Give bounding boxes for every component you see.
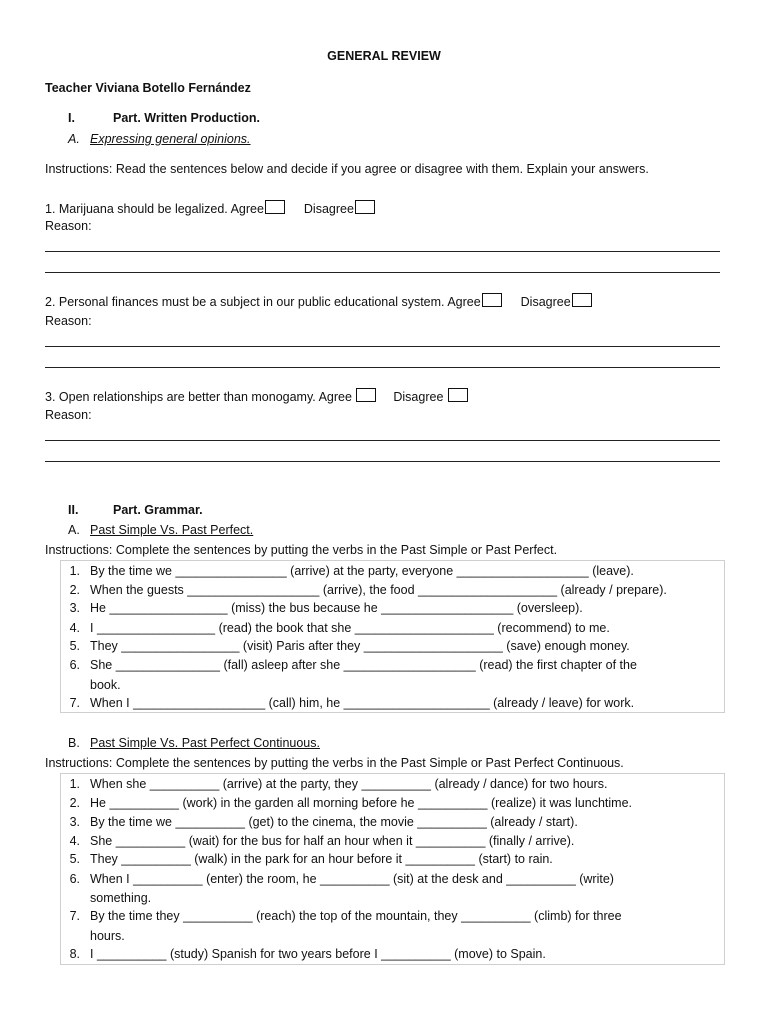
answer-line[interactable] [45, 367, 720, 368]
statement-text: 3. Open relationships are better than monogamy. [45, 390, 316, 404]
page-title: GENERAL REVIEW [327, 49, 441, 63]
statement-text: 2. Personal finances must be a subject in our public educational system. [45, 295, 445, 309]
sectionA-letter: A. [68, 523, 80, 537]
item-number: 3. [69, 815, 80, 829]
exercise-item[interactable]: When she __________ (arrive) at the party, they __________ (already / dance) for two hours. [90, 777, 608, 791]
part1-section-letter: A. [68, 132, 80, 146]
answer-line[interactable] [45, 346, 720, 347]
item-number: 8. [69, 947, 80, 961]
item-number: 5. [69, 639, 80, 653]
sectionB-letter: B. [68, 736, 80, 750]
exercise-item[interactable]: By the time we ________________ (arrive) at the party, everyone ___________________ (leave). [90, 564, 634, 578]
exercise-item[interactable]: I __________ (study) Spanish for two years before I __________ (move) to Spain. [90, 947, 546, 961]
item-number: 7. [69, 909, 80, 923]
agree-label: Agree [230, 202, 264, 216]
exercise-item[interactable]: When I ___________________ (call) him, he _____________________ (already / leave) for work. [90, 696, 635, 710]
reason-label: Reason: [45, 408, 92, 422]
agree-checkbox[interactable] [482, 293, 502, 307]
item-number: 2. [69, 583, 80, 597]
part1-instructions: Instructions: Read the sentences below and decide if you agree or disagree with them. Explain your answers. [45, 162, 649, 176]
answer-line[interactable] [45, 251, 720, 252]
agree-label: Agree [447, 295, 481, 309]
exercise-item[interactable]: When the guests ___________________ (arrive), the food ____________________ (already / prepare). [90, 583, 667, 597]
item-number: 1. [69, 777, 80, 791]
exercise-item[interactable]: She _______________ (fall) asleep after she ___________________ (read) the first chapter of the [90, 658, 637, 672]
agree-checkbox[interactable] [356, 388, 376, 402]
item-number: 5. [69, 852, 80, 866]
exercise-item-continued: hours. [90, 929, 125, 943]
item-number: 4. [69, 834, 80, 848]
answer-line[interactable] [45, 440, 720, 441]
part1-roman: I. [68, 111, 75, 125]
part1-title: Part. Written Production. [113, 111, 260, 125]
item-number: 2. [69, 796, 80, 810]
reason-label: Reason: [45, 314, 92, 328]
teacher-name: Teacher Viviana Botello Fernández [45, 81, 251, 95]
exercise-item[interactable]: By the time they __________ (reach) the top of the mountain, they __________ (climb) for three [90, 909, 622, 923]
statement-1 [45, 200, 375, 217]
exercise-item[interactable]: By the time we __________ (get) to the cinema, the movie __________ (already / start). [90, 815, 578, 829]
exercise-item[interactable]: He _________________ (miss) the bus because he ___________________ (oversleep). [90, 601, 583, 615]
sectionA-title: Past Simple Vs. Past Perfect. [90, 523, 254, 537]
item-number: 6. [69, 658, 80, 672]
exercise-item[interactable]: They __________ (walk) in the park for an hour before it __________ (start) to rain. [90, 852, 553, 866]
item-number: 3. [69, 601, 80, 615]
statement-2 [45, 293, 592, 310]
answer-line[interactable] [45, 272, 720, 273]
item-number: 6. [69, 872, 80, 886]
statement-text: 1. Marijuana should be legalized. [45, 202, 228, 216]
exercise-item-continued: book. [90, 678, 121, 692]
answer-line[interactable] [45, 461, 720, 462]
disagree-label: Disagree [520, 295, 571, 309]
exercise-item[interactable]: He __________ (work) in the garden all morning before he __________ (realize) it was lunchtime. [90, 796, 632, 810]
exercise-item[interactable]: I _________________ (read) the book that she ____________________ (recommend) to me. [90, 621, 610, 635]
reason-label: Reason: [45, 219, 92, 233]
part1-section-title: Expressing general opinions. [90, 132, 251, 146]
sectionA-instructions: Instructions: Complete the sentences by putting the verbs in the Past Simple or Past Perfect. [45, 543, 558, 557]
statement-3 [45, 388, 468, 405]
item-number: 1. [69, 564, 80, 578]
disagree-checkbox[interactable] [355, 200, 375, 214]
sectionB-instructions: Instructions: Complete the sentences by putting the verbs in the Past Simple or Past Perfect Continuous. [45, 756, 624, 770]
disagree-checkbox[interactable] [572, 293, 592, 307]
agree-checkbox[interactable] [265, 200, 285, 214]
item-number: 7. [69, 696, 80, 710]
part2-title: Part. Grammar. [113, 503, 203, 517]
disagree-label: Disagree [393, 390, 444, 404]
item-number: 4. [69, 621, 80, 635]
disagree-label: Disagree [303, 202, 354, 216]
exercise-item[interactable]: They _________________ (visit) Paris after they ____________________ (save) enough money. [90, 639, 630, 653]
agree-label: Agree [318, 390, 352, 404]
exercise-item[interactable]: When I __________ (enter) the room, he __________ (sit) at the desk and __________ (write) [90, 872, 614, 886]
disagree-checkbox[interactable] [448, 388, 468, 402]
sectionB-title: Past Simple Vs. Past Perfect Continuous. [90, 736, 320, 750]
exercise-item[interactable]: She __________ (wait) for the bus for half an hour when it __________ (finally / arrive). [90, 834, 575, 848]
part2-roman: II. [68, 503, 79, 517]
exercise-item-continued: something. [90, 891, 152, 905]
